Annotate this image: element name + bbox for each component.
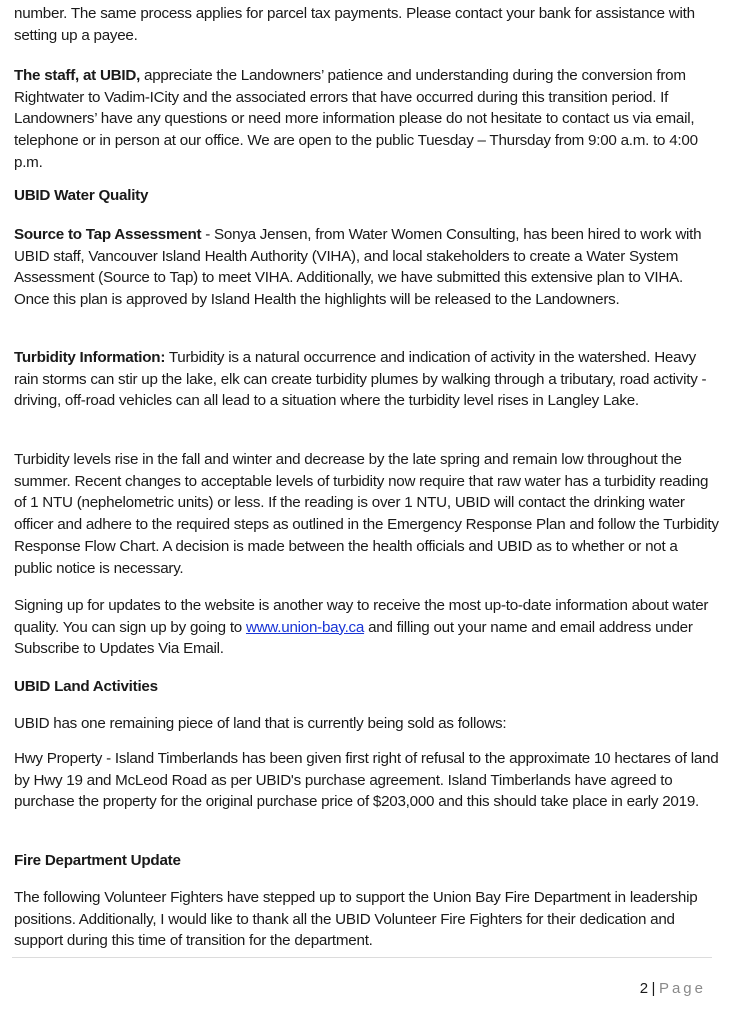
paragraph-turbidity-levels: Turbidity levels rise in the fall and winter and decrease by the late spring and remain low throughout the summer. Recent changes to acceptable levels of turbidity now require that raw water has a turbidity reading of 1 NTU (nephelometric units) or less. If the reading is over 1 NTU, UBID will contact the drinking water officer and adhere to the required steps as outlined in the Emergency Response Plan and follow the Turbidity Response Flow Chart. A decision is made between the health officials and UBID as to whether or not a public notice is necessary. (14, 451, 719, 577)
paragraph-hwy-property: Hwy Property - Island Timberlands has been given first right of refusal to the approximate 10 hectares of land by Hwy 19 and McLeod Road as per UBID's purchase agreement. Island Timberlands have agreed to purchase the property for the original purchase price of $203,000 and this should take place in early 2019. (14, 750, 719, 811)
paragraph-staff: The staff, at UBID, appreciate the Landowners’ patience and understanding during the conversion from Rightwater to Vadim-ICity and the associated errors that have occurred during this transition period. If Landowners’ have any questions or need more information please do not hesitate to contact us via email, telephone or in person at our office. We are open to the public Tuesday – Thursday from 9:00 a.m. to 4:00 p.m. (14, 67, 698, 171)
page-number: 2 (639, 980, 649, 997)
paragraph-fire-department: The following Volunteer Fighters have stepped up to support the Union Bay Fire Department in leadership positions. Additionally, I would like to thank all the UBID Volunteer Fire Fighters for their dedication and support during this time of transition for the department. (14, 889, 698, 950)
staff-lead: The staff, at UBID, (14, 67, 141, 84)
paragraph-turbidity-info: Turbidity Information: Turbidity is a natural occurrence and indication of activity in the watershed. Heavy rain storms can stir up the lake, elk can create turbidity plumes by walking through a tributary, road activity - driving, off-road vehicles can all lead to a situation where the turbidity level rises in Langley Lake. (14, 349, 707, 410)
section-heading-water-quality: UBID Water Quality (14, 187, 149, 204)
website-link[interactable]: www.union-bay.ca (245, 618, 365, 636)
paragraph-source-to-tap: Source to Tap Assessment - Sonya Jensen, from Water Women Consulting, has been hired to work with UBID staff, Vancouver Island Health Authority (VIHA), and local stakeholders to create a Water System Assessment (Source to Tap) to meet VIHA. Additionally, we have submitted this extensive plan to VIHA. Once this plan is approved by Island Health the highlights will be released to the Landowners. (14, 226, 702, 309)
paragraph-payee: number. The same process applies for parcel tax payments. Please contact your bank for assistance with setting up a payee. (14, 5, 695, 44)
page-label: Page (658, 980, 706, 997)
paragraph-land-intro: UBID has one remaining piece of land that is currently being sold as follows: (14, 715, 507, 732)
section-heading-fire-department: Fire Department Update (14, 852, 181, 869)
paragraph-signup: Signing up for updates to the website is another way to receive the most up-to-date information about water quality. You can sign up by going to www.union-bay.ca and filling out your name and email address under Subscribe to Updates Via Email. (14, 597, 709, 658)
turbidity-lead: Turbidity Information: (14, 349, 166, 366)
section-heading-land-activities: UBID Land Activities (14, 678, 158, 695)
source-to-tap-lead: Source to Tap Assessment (14, 226, 202, 243)
footer-divider (12, 957, 712, 958)
page-footer (640, 980, 706, 997)
footer-separator: | (651, 980, 656, 997)
